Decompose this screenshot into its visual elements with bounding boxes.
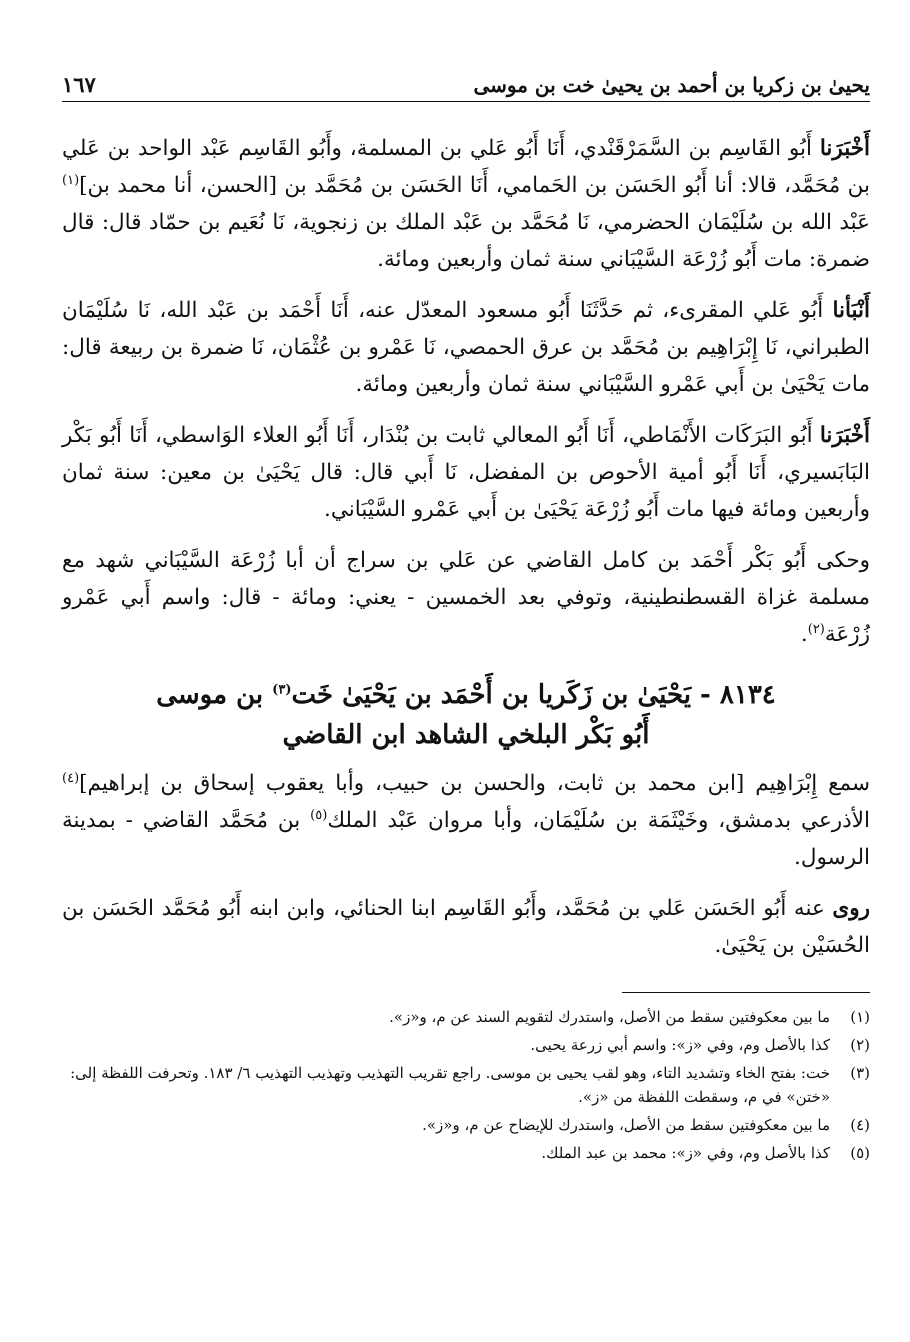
paragraph-text: سمع إِبْرَاهِيم [ابن محمد بن ثابت، والحسن بن حبيب، وأبا يعقوب إسحاق بن إبراهيم] <box>79 771 870 796</box>
footnote-ref: (١) <box>62 172 80 188</box>
running-header <box>62 58 870 102</box>
footnote <box>62 1113 870 1137</box>
footnote-text: ما بين معكوفتين سقط من الأصل، واستدرك لتقويم السند عن م، و«ز». <box>389 1008 830 1026</box>
footnotes-list <box>62 1005 870 1165</box>
paragraph <box>62 890 870 964</box>
paragraph-lead-word: أَخْبَرَنا <box>819 136 870 161</box>
paragraph <box>62 765 870 876</box>
footnote <box>62 1005 870 1029</box>
page-number: ١٦٧ <box>62 72 96 97</box>
footnote-text: خت: بفتح الخاء وتشديد التاء، وهو لقب يحيى بن موسى. راجع تقريب التهذيب وتهذيب التهذيب ٦/ ١٨٣. وتحرفت اللفظة إلى: «ختن» في م، وسقطت اللفظة من «ز». <box>70 1064 830 1106</box>
footnote <box>62 1141 870 1165</box>
footnote-text: كذا بالأصل وم، وفي «ز»: واسم أبي زرعة يحيى. <box>530 1036 830 1054</box>
footnote-number: (٣) <box>850 1064 870 1082</box>
entry-heading <box>62 675 870 755</box>
paragraph-lead-word: أَخْبَرَنا <box>819 423 870 448</box>
footnote <box>62 1033 870 1057</box>
paragraph-text: الأذرعي بدمشق، وخَيْثَمَة بن سُلَيْمَان، وأبا مروان عَبْد الملك <box>327 808 870 833</box>
footnote-ref: (٢) <box>807 621 825 637</box>
main-text <box>62 130 870 964</box>
footnote <box>62 1061 870 1109</box>
paragraph <box>62 292 870 403</box>
entry-title: ٨١٣٤ - يَحْيَىٰ بن زَكَريا بن أَحْمَد بن يَحْيَىٰ خَت <box>291 680 776 710</box>
entry-subtitle: أَبُو بَكْر البلخي الشاهد ابن القاضي <box>282 720 650 750</box>
paragraph-text: أَبُو البَرَكَات الأَنْمَاطي، أَنَا أَبُو المعالي ثابت بن بُنْدَار، أَنَا أَبُو العلاء الوَاسطي، أَنَا أَبُو بَكْر البَابَسيري، أَنَا أَبُو أمية الأحوص بن المفضل، نَا أَبي قال: قال يَحْيَىٰ بن معين: سنة ثمان وأربعين ومائة فيها مات أَبُو زُرْعَة يَحْيَىٰ بن أَبي عَمْرو السَّيْبَاني. <box>62 423 870 522</box>
footnote-number: (٤) <box>850 1116 870 1134</box>
footnote-number: (٢) <box>850 1036 870 1054</box>
paragraph-text: أَبُو عَلي المقرىء، ثم حَدَّثَنَا أَبُو مسعود المعدّل عنه، أَنَا أَحْمَد بن عَبْد الله، نَا سُلَيْمَان الطبراني، نَا إِبْرَاهِيم بن مُحَمَّد بن عرق الحمصي، نَا عَمْرو بن عُثْمَان، نَا ضمرة بن ربيعة قال: مات يَحْيَىٰ بن أَبي عَمْرو السَّيْبَاني سنة ثمان وأربعين ومائة. <box>62 298 870 397</box>
footnote-text: كذا بالأصل وم، وفي «ز»: محمد بن عبد الملك. <box>541 1144 830 1162</box>
paragraph <box>62 417 870 528</box>
entry-heading-line <box>62 675 870 715</box>
paragraph-lead-word: أَنْبَأنا <box>832 298 870 323</box>
book-page <box>62 58 870 1318</box>
paragraph-text: بن مُحَمَّد القاضي - بمدينة الرسول. <box>62 808 870 870</box>
footnote-ref: (٥) <box>310 807 328 823</box>
paragraph-lead-word: روى <box>832 896 870 921</box>
paragraph-text: وحكى أَبُو بَكْر أَحْمَد بن كامل القاضي عن عَلي بن سراج أن أبا زُرْعَة السَّيْبَاني شهد مع مسلمة غزاة القسطنطينية، وتوفي بعد الخمسين - يعني: ومائة - قال: واسم أَبي عَمْرو زُرْعَة <box>62 548 870 647</box>
footnote-ref: (٣) <box>272 682 292 698</box>
running-title: يحيىٰ بن زكريا بن أحمد بن يحيىٰ خت بن موسى <box>473 73 870 97</box>
paragraph <box>62 542 870 653</box>
paragraph <box>62 130 870 278</box>
entry-title: بن موسى <box>156 680 273 710</box>
paragraph-text: أَبُو القَاسِم بن السَّمَرْقَنْدي، أَنَا أَبُو عَلي بن المسلمة، وأَبُو القَاسِم عَبْد الواحد بن عَلي بن مُحَمَّد، قالا: أنا أَبُو الحَسَن بن الحَمامي، أَنَا الحَسَن بن مُحَمَّد بن [الحسن، أنا محمد بن] <box>62 136 870 198</box>
paragraph-text: . <box>800 622 808 647</box>
paragraph-text: عَبْد الله بن سُلَيْمَان الحضرمي، نَا مُحَمَّد بن عَبْد الملك بن زنجوية، نَا نُعَيم بن حمّاد قال: قال ضمرة: مات أَبُو زُرْعَة السَّيْبَاني سنة ثمان وأربعين ومائة. <box>62 210 870 272</box>
footnote-number: (١) <box>850 1008 870 1026</box>
paragraph-text: عنه أَبُو الحَسَن عَلي بن مُحَمَّد، وأَبُو القَاسِم ابنا الحنائي، وابن ابنه أَبُو مُحَمَّد الحَسَن بن الحُسَيْن بن يَحْيَىٰ. <box>62 896 870 958</box>
footnote-number: (٥) <box>850 1144 870 1162</box>
footnote-ref: (٤) <box>62 770 80 786</box>
footnote-separator <box>622 992 870 993</box>
footnote-text: ما بين معكوفتين سقط من الأصل، واستدرك للإيضاح عن م، و«ز». <box>422 1116 830 1134</box>
